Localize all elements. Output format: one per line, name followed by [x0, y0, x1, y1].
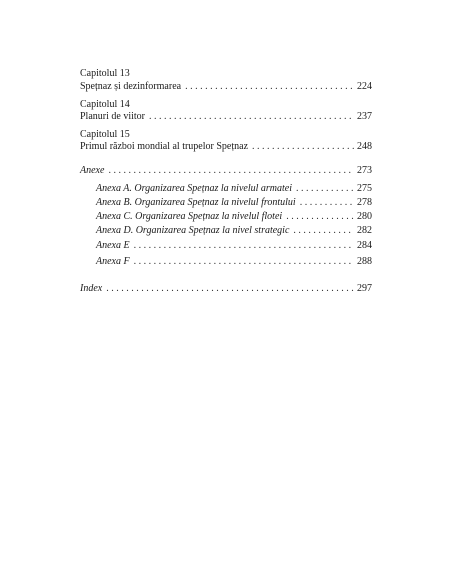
toc-entry-title: Anexa F	[96, 256, 130, 267]
toc-entry-title: Planuri de viitor	[80, 111, 145, 122]
toc-entry-page: 284	[357, 240, 372, 251]
toc-entry-title: Spețnaz și dezinformarea	[80, 81, 182, 92]
toc-entry-title: Primul război mondial al trupelor Spețnaz	[80, 141, 249, 152]
dot-leader	[108, 165, 354, 177]
dot-leader	[293, 225, 354, 237]
toc-entry-page: 273	[357, 165, 372, 176]
toc-entry-title: Anexe	[80, 165, 105, 176]
toc-entry-anexa-a	[80, 183, 372, 195]
toc-entry-title: Anexa C. Organizarea Spețnaz la nivelul flotei	[96, 211, 283, 222]
dot-leader	[185, 81, 354, 93]
toc-entry-page: 237	[357, 111, 372, 122]
toc-entry-chapter-13	[80, 81, 372, 93]
toc-entry-page: 288	[357, 256, 372, 267]
toc-entry-index	[80, 283, 372, 295]
toc-entry-page: 278	[357, 197, 372, 208]
toc-entry-chapter-14	[80, 111, 372, 123]
toc-entry-anexa-f	[80, 256, 372, 268]
dot-leader	[286, 211, 354, 223]
toc-page	[80, 0, 372, 584]
dot-leader	[134, 240, 354, 252]
dot-leader	[300, 197, 354, 209]
toc-entry-title: Anexa B. Organizarea Spețnaz la nivelul frontului	[96, 197, 296, 208]
dot-leader	[106, 283, 354, 295]
toc-entry-anexa-c	[80, 211, 372, 223]
toc-entry-page: 297	[357, 283, 372, 294]
toc-entry-page: 275	[357, 183, 372, 194]
toc-entry-title: Anexa D. Organizarea Spețnaz la nivel strategic	[96, 225, 290, 236]
toc-entry-anexe	[80, 165, 372, 177]
toc-entry-page: 280	[357, 211, 372, 222]
dot-leader	[296, 183, 354, 195]
chapter-label: Capitolul 14	[80, 99, 130, 110]
toc-entry-anexa-d	[80, 225, 372, 237]
dot-leader	[134, 256, 354, 268]
toc-entry-title: Anexa E	[96, 240, 130, 251]
toc-entry-page: 282	[357, 225, 372, 236]
chapter-label: Capitolul 15	[80, 129, 130, 140]
toc-entry-anexa-e	[80, 240, 372, 252]
dot-leader	[149, 111, 354, 123]
toc-entry-page: 248	[357, 141, 372, 152]
chapter-label: Capitolul 13	[80, 68, 130, 79]
toc-entry-title: Index	[80, 283, 103, 294]
toc-entry-anexa-b	[80, 197, 372, 209]
toc-entry-chapter-15	[80, 141, 372, 153]
toc-entry-title: Anexa A. Organizarea Spețnaz la nivelul armatei	[96, 183, 292, 194]
toc-entry-page: 224	[357, 81, 372, 92]
dot-leader	[252, 141, 354, 153]
